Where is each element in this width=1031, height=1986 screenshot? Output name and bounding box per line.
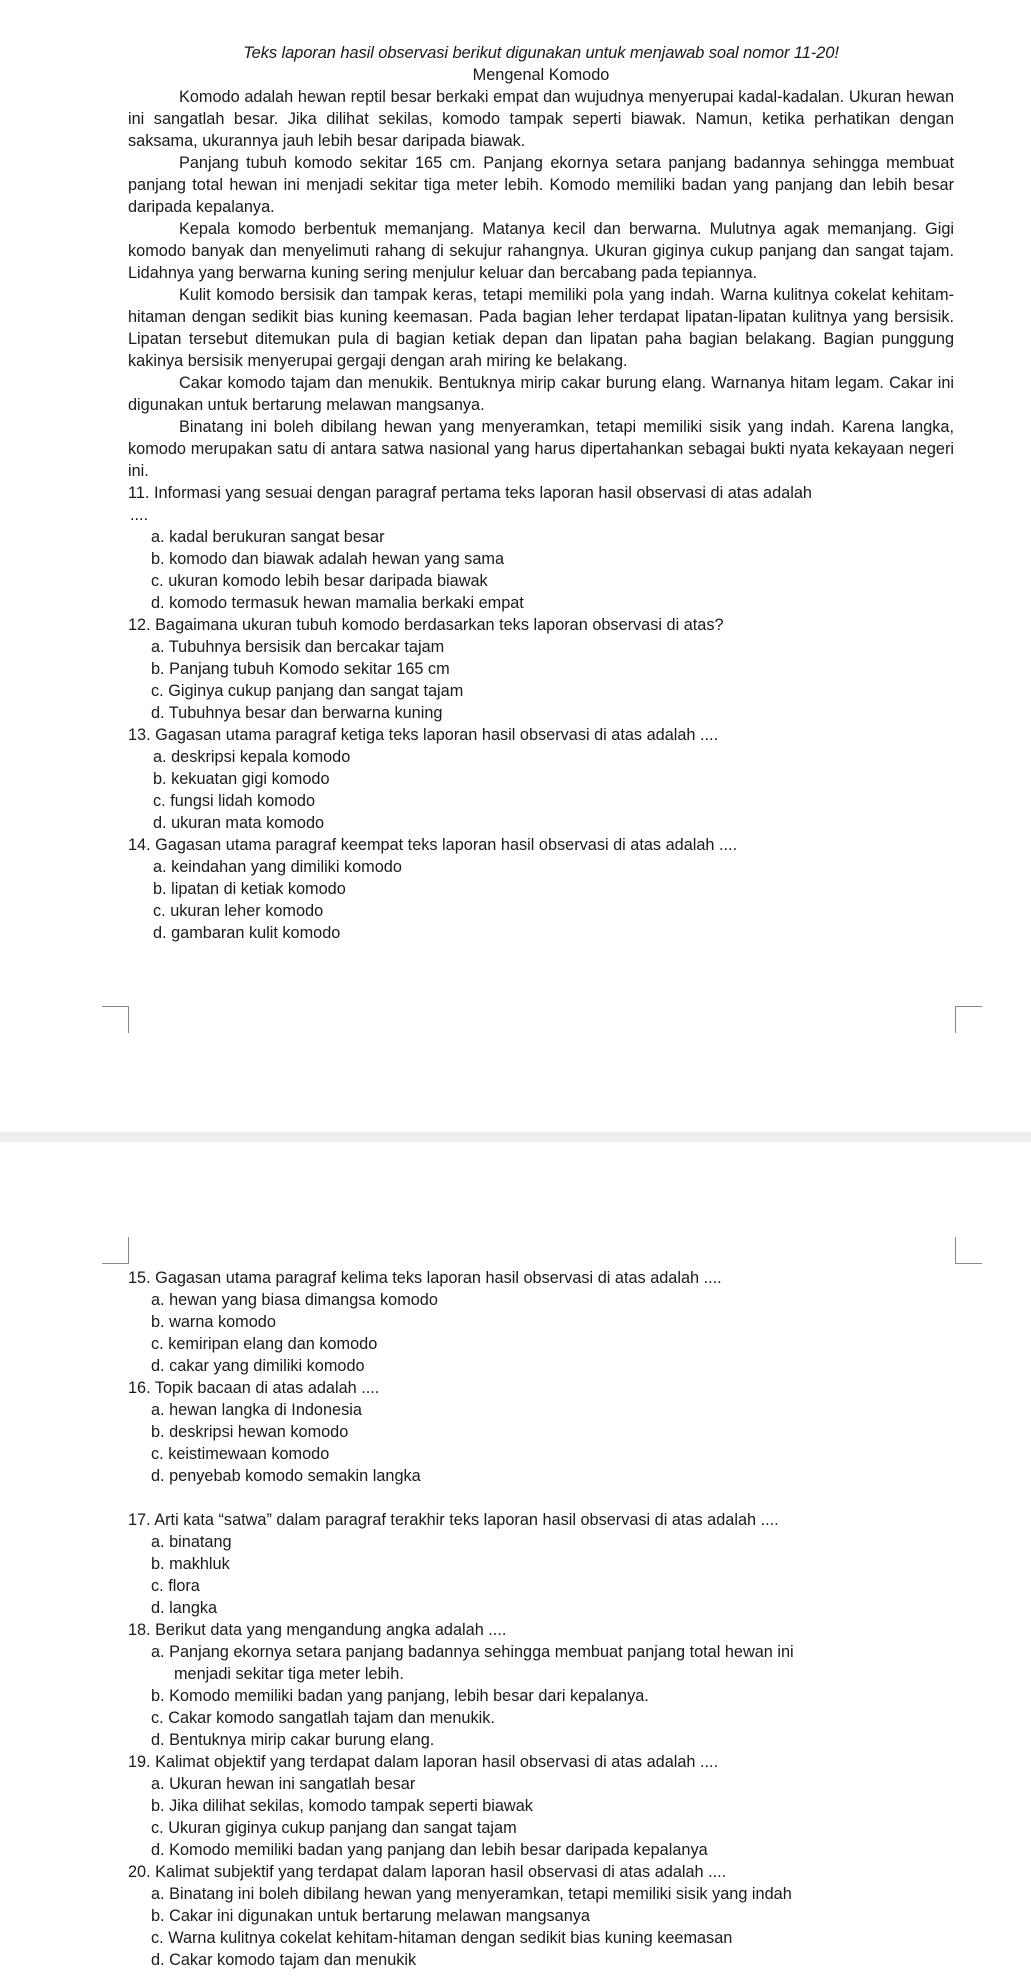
option-b: b. makhluk xyxy=(151,1555,230,1573)
option-a: a. keindahan yang dimiliki komodo xyxy=(153,858,402,876)
question-19 xyxy=(128,1751,954,1861)
option-b: b. deskripsi hewan komodo xyxy=(151,1423,349,1441)
option-d: d. penyebab komodo semakin langka xyxy=(151,1467,421,1485)
question-14 xyxy=(128,834,954,944)
option-list xyxy=(151,1641,954,1751)
question-stem: 13. Gagasan utama paragraf ketiga teks laporan hasil observasi di atas adalah .... xyxy=(128,726,719,744)
paragraph-1: Komodo adalah hewan reptil besar berkaki empat dan wujudnya menyerupai kadal-kadalan. Ukuran hewan ini sangatlah besar. Jika dilihat sekilas, komodo tampak seperti biawak. Namun, ketika perhatikan dengan saksama, ukurannya jauh lebih besar daripada biawak. xyxy=(128,88,954,150)
option-a: a. Ukuran hewan ini sangatlah besar xyxy=(151,1775,416,1793)
crop-mark-top-right xyxy=(955,1006,982,1033)
question-13 xyxy=(128,724,954,834)
option-a xyxy=(151,1641,954,1685)
option-a: a. binatang xyxy=(151,1533,232,1551)
question-15 xyxy=(128,1267,954,1377)
option-a: a. hewan yang biasa dimangsa komodo xyxy=(151,1291,438,1309)
option-list xyxy=(151,526,954,614)
question-12 xyxy=(128,614,954,724)
option-b: b. Komodo memiliki badan yang panjang, lebih besar dari kepalanya. xyxy=(151,1687,649,1705)
crop-mark-bottom-right xyxy=(955,1237,982,1264)
paragraph-4: Kulit komodo bersisik dan tampak keras, tetapi memiliki pola yang indah. Warna kulitnya cokelat kehitam-hitaman dengan sedikit bias kuning keemasan. Pada bagian leher terdapat lipatan-lipatan kulitnya yang bersisik. Lipatan tersebut ditemukan pula di bagian ketiak depan dan lipatan paha bagian belakang. Bagian punggung kakinya bersisik menyerupai gergaji dengan arah miring ke belakang. xyxy=(128,286,954,370)
question-stem: 18. Berikut data yang mengandung angka adalah .... xyxy=(128,1621,507,1639)
option-list xyxy=(153,856,954,944)
question-stem: 12. Bagaimana ukuran tubuh komodo berdasarkan teks laporan observasi di atas? xyxy=(128,616,724,634)
option-d: d. langka xyxy=(151,1599,218,1617)
paragraph-6: Binatang ini boleh dibilang hewan yang menyeramkan, tetapi memiliki sisik yang indah. Karena langka, komodo merupakan satu di antara satwa nasional yang harus dipertahankan sebagai bukti nyata kekayaan negeri ini. xyxy=(128,418,954,480)
page-separator xyxy=(0,1132,1031,1142)
option-list xyxy=(151,636,954,724)
option-a-text: a. Panjang ekornya setara panjang badannya sehingga membuat panjang total hewan ini xyxy=(151,1643,794,1661)
page-two xyxy=(0,1142,1031,1986)
blank-line xyxy=(128,1487,954,1509)
option-d: d. gambaran kulit komodo xyxy=(153,924,341,942)
crop-mark-top-left xyxy=(102,1006,129,1033)
question-11 xyxy=(128,482,954,614)
option-c: c. ukuran leher komodo xyxy=(153,902,324,920)
option-a: a. Tubuhnya bersisik dan bercakar tajam xyxy=(151,638,445,656)
question-stem: 16. Topik bacaan di atas adalah .... xyxy=(128,1379,380,1397)
option-a: a. kadal berukuran sangat besar xyxy=(151,528,385,546)
question-16 xyxy=(128,1377,954,1487)
page-two-content xyxy=(128,1267,954,1971)
option-c: c. keistimewaan komodo xyxy=(151,1445,330,1463)
option-d: d. Komodo memiliki badan yang panjang dan lebih besar daripada kepalanya xyxy=(151,1841,708,1859)
question-stem: 11. Informasi yang sesuai dengan paragraf pertama teks laporan hasil observasi di atas adalah xyxy=(128,484,812,502)
option-b: b. kekuatan gigi komodo xyxy=(153,770,330,788)
option-list xyxy=(151,1531,954,1619)
paragraph-5: Cakar komodo tajam dan menukik. Bentuknya mirip cakar burung elang. Warnanya hitam legam. Cakar ini digunakan untuk bertarung melawan mangsanya. xyxy=(128,374,954,414)
option-d: d. Tubuhnya besar dan berwarna kuning xyxy=(151,704,443,722)
option-c: c. Warna kulitnya cokelat kehitam-hitaman dengan sedikit bias kuning keemasan xyxy=(151,1929,733,1947)
option-c: c. kemiripan elang dan komodo xyxy=(151,1335,378,1353)
question-stem: 20. Kalimat subjektif yang terdapat dalam laporan hasil observasi di atas adalah .... xyxy=(128,1863,727,1881)
option-c: c. Ukuran giginya cukup panjang dan sangat tajam xyxy=(151,1819,517,1837)
crop-mark-bottom-left xyxy=(102,1237,129,1264)
option-b: b. Jika dilihat sekilas, komodo tampak seperti biawak xyxy=(151,1797,533,1815)
paragraph-3: Kepala komodo berbentuk memanjang. Matanya kecil dan berwarna. Mulutnya agak memanjang. Gigi komodo banyak dan menyelimuti rahang di sekujur rahangnya. Ukuran giginya cukup panjang dan sangat tajam. Lidahnya yang berwarna kuning sering menjulur keluar dan bercabang pada tepiannya. xyxy=(128,220,954,282)
page-one-content xyxy=(128,42,954,944)
option-a: a. Binatang ini boleh dibilang hewan yang menyeramkan, tetapi memiliki sisik yang indah xyxy=(151,1885,792,1903)
option-a-continuation: menjadi sekitar tiga meter lebih. xyxy=(174,1665,404,1683)
question-17 xyxy=(128,1509,954,1619)
text-title: Mengenal Komodo xyxy=(472,66,610,84)
paragraph-2: Panjang tubuh komodo sekitar 165 cm. Panjang ekornya setara panjang badannya sehingga membuat panjang total hewan ini menjadi sekitar tiga meter lebih. Komodo memiliki badan yang panjang dan lebih besar daripada kepalanya. xyxy=(128,154,954,216)
option-list xyxy=(151,1773,954,1861)
question-20 xyxy=(128,1861,954,1971)
instruction-header: Teks laporan hasil observasi berikut digunakan untuk menjawab soal nomor 11-20! xyxy=(243,44,839,62)
option-d: d. Cakar komodo tajam dan menukik xyxy=(151,1951,417,1969)
option-list xyxy=(151,1399,954,1487)
question-stem: 19. Kalimat objektif yang terdapat dalam laporan hasil observasi di atas adalah .... xyxy=(128,1753,719,1771)
option-d: d. Bentuknya mirip cakar burung elang. xyxy=(151,1731,435,1749)
option-d: d. cakar yang dimiliki komodo xyxy=(151,1357,365,1375)
option-c: c. Giginya cukup panjang dan sangat tajam xyxy=(151,682,464,700)
option-c: c. ukuran komodo lebih besar daripada biawak xyxy=(151,572,488,590)
option-b: b. Cakar ini digunakan untuk bertarung melawan mangsanya xyxy=(151,1907,590,1925)
option-c: c. flora xyxy=(151,1577,200,1595)
option-b: b. komodo dan biawak adalah hewan yang sama xyxy=(151,550,504,568)
option-b: b. lipatan di ketiak komodo xyxy=(153,880,346,898)
question-stem: 17. Arti kata “satwa” dalam paragraf terakhir teks laporan hasil observasi di atas adalah .... xyxy=(128,1511,779,1529)
option-a: a. deskripsi kepala komodo xyxy=(153,748,351,766)
option-list xyxy=(151,1289,954,1377)
question-stem: 15. Gagasan utama paragraf kelima teks laporan hasil observasi di atas adalah .... xyxy=(128,1269,722,1287)
option-b: b. warna komodo xyxy=(151,1313,276,1331)
option-d: d. ukuran mata komodo xyxy=(153,814,325,832)
option-a: a. hewan langka di Indonesia xyxy=(151,1401,362,1419)
option-c: c. fungsi lidah komodo xyxy=(153,792,316,810)
question-ellipsis: .... xyxy=(130,506,149,524)
option-d: d. komodo termasuk hewan mamalia berkaki empat xyxy=(151,594,524,612)
option-b: b. Panjang tubuh Komodo sekitar 165 cm xyxy=(151,660,450,678)
option-list xyxy=(153,746,954,834)
option-c: c. Cakar komodo sangatlah tajam dan menukik. xyxy=(151,1709,495,1727)
option-list xyxy=(151,1883,954,1971)
question-18 xyxy=(128,1619,954,1751)
question-stem: 14. Gagasan utama paragraf keempat teks laporan hasil observasi di atas adalah .... xyxy=(128,836,738,854)
